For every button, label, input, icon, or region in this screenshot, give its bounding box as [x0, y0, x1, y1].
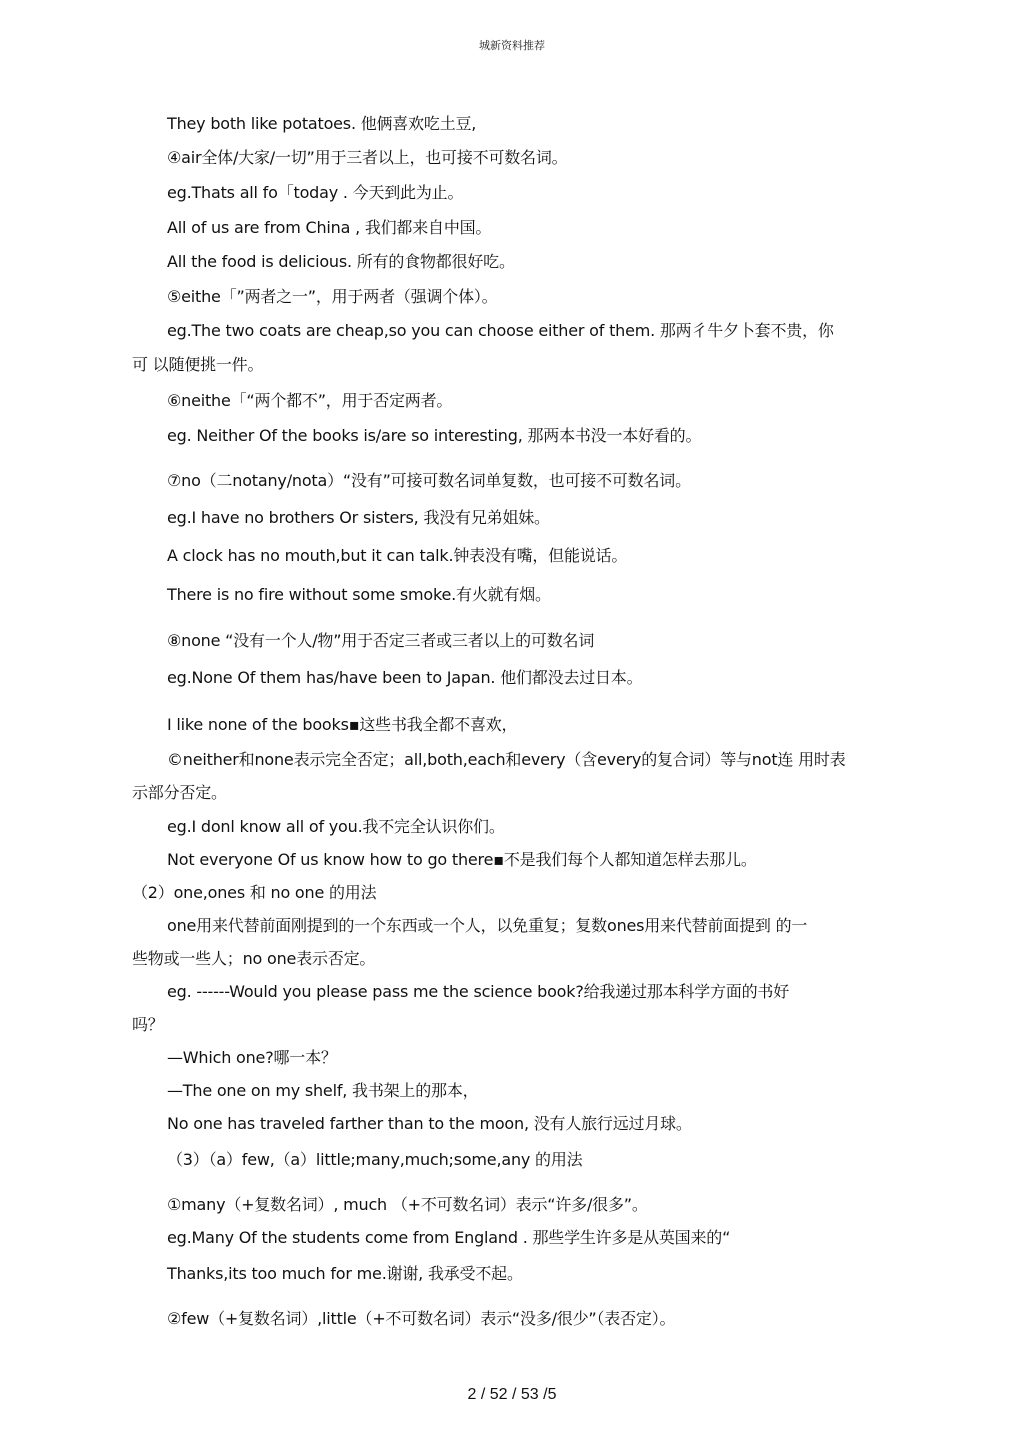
text-line: ⑦no（二notany/nota）“没有”可接可数名词单复数，也可接不可数名词。 [167, 471, 691, 490]
text-line: All the food is delicious. 所有的食物都很好吃。 [167, 252, 515, 271]
text-line: —The one on my shelf, 我书架上的那本， [167, 1081, 479, 1100]
text-line: ⑧none “没有一个人/物”用于否定三者或三者以上的可数名词 [167, 631, 595, 650]
text-line: eg.None Of them has/have been to Japan. 他们都没去过日本。 [167, 668, 643, 687]
text-line: I like none of the books▪这些书我全都不喜欢， [167, 715, 518, 734]
text-line: Not everyone Of us know how to go there▪不是我们每个人都知道怎样去那儿。 [167, 850, 757, 869]
text-line: eg. ------Would you please pass me the science book?给我递过那本科学方面的书好 [167, 982, 790, 1001]
text-line: ②few（+复数名词）,little（+不可数名词）表示“没多/很少”（表否定）。 [167, 1309, 676, 1328]
text-line: one用来代替前面刚提到的一个东西或一个人，以免重复；复数ones用来代替前面提到 的一 [167, 916, 808, 935]
section-heading: （2）one,ones 和 no one 的用法 [132, 883, 377, 902]
text-line: No one has traveled farther than to the moon, 没有人旅行远过月球。 [167, 1114, 692, 1133]
text-line: eg.I donl know all of you.我不完全认识你们。 [167, 817, 505, 836]
page-header: 城新资料推荐 [479, 39, 545, 52]
text-line: eg. Neither Of the books is/are so interesting, 那两本书没一本好看的。 [167, 426, 702, 445]
text-line: eg.Thats all fo「today . 今天到此为止。 [167, 183, 464, 202]
text-line: ①many（+复数名词）, much （+不可数名词）表示“许多/很多”。 [167, 1195, 648, 1214]
page-number: 2 / 52 / 53 /5 [467, 1386, 557, 1403]
text-line: 可 以随便挑一件。 [132, 355, 264, 374]
text-line: A clock has no mouth,but it can talk.钟表没有嘴，但能说话。 [167, 546, 628, 565]
text-line: They both like potatoes. 他俩喜欢吃土豆, [167, 114, 477, 133]
text-line: ⑤eithe「”两者之一”，用于两者（强调个体）。 [167, 287, 498, 306]
text-line: ⑥neithe「“两个都不”，用于否定两者。 [167, 391, 453, 410]
text-line: 些物或一些人；no one表示否定。 [132, 949, 376, 968]
text-line: There is no fire without some smoke.有火就有烟。 [167, 585, 551, 604]
text-line: 吗？ [132, 1015, 164, 1034]
text-line: ④air全体/大家/一切”用于三者以上，也可接不可数名词。 [167, 148, 568, 167]
text-line: All of us are from China , 我们都来自中国。 [167, 218, 492, 237]
text-line: Thanks,its too much for me.谢谢, 我承受不起。 [167, 1264, 523, 1283]
text-line: eg.The two coats are cheap,so you can choose either of them. 那两彳牛夕卜套不贵，你 [167, 321, 834, 340]
text-line: 示部分否定。 [132, 783, 227, 802]
section-heading: （3）（a）few,（a）little;many,much;some,any 的用法 [167, 1150, 583, 1169]
text-line: eg.Many Of the students come from England . 那些学生许多是从英国来的“ [167, 1228, 731, 1247]
text-line: eg.I have no brothers Or sisters, 我没有兄弟姐妹。 [167, 508, 550, 527]
text-line: ©neither和none表示完全否定；all,both,each和every（含every的复合词）等与not连 用时表 [167, 750, 846, 769]
text-line: —Which one?哪一本？ [167, 1048, 337, 1067]
